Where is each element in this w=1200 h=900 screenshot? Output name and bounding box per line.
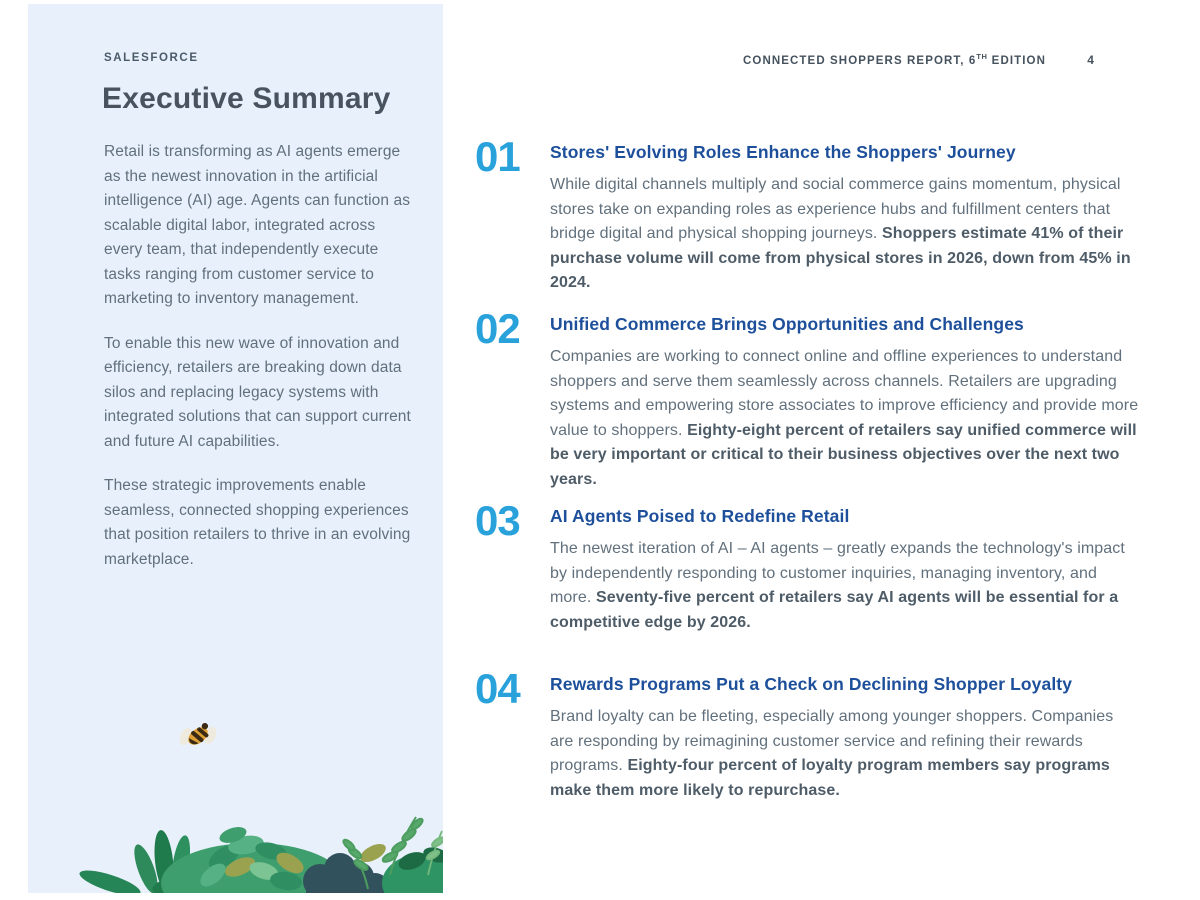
section-body-highlight: Eighty-eight percent of retailers say unified commerce will be very important or critical to their business objectives over the next two years.: [550, 421, 1137, 488]
section-number: 02: [475, 305, 520, 352]
section-content: [550, 672, 1140, 803]
section-number: 03: [475, 497, 520, 544]
section-title: Stores' Evolving Roles Enhance the Shoppers' Journey: [550, 142, 1016, 162]
section-title: Unified Commerce Brings Opportunities and Challenges: [550, 314, 1024, 334]
section-body-text: The newest iteration of AI – AI agents – greatly expands the technology's impact by independently responding to customer inquiries, managing inventory, and more.: [550, 540, 1125, 606]
summary-copy: [104, 140, 416, 592]
report-name: CONNECTED SHOPPERS REPORT, 6: [743, 54, 977, 67]
section-body-highlight: Seventy-five percent of retailers say AI agents will be essential for a competitive edge by 2026.: [550, 589, 1119, 631]
summary-panel: [28, 4, 443, 893]
report-header: [743, 52, 1095, 67]
section-title: AI Agents Poised to Redefine Retail: [550, 506, 850, 526]
section-number: 01: [475, 133, 520, 180]
content-area: [443, 0, 1200, 900]
bee-icon: [176, 714, 220, 756]
plants-illustration: [28, 805, 443, 893]
summary-section-03: [475, 497, 1140, 635]
section-content: [550, 312, 1140, 492]
page-number: 4: [1087, 52, 1095, 67]
section-body-text: Companies are working to connect online and offline experiences to understand shoppers and serve them seamlessly across channels. Retailers are upgrading systems and empowering store associates to improve efficiency and provide more value to shoppers.: [550, 348, 1139, 439]
section-content: [550, 504, 1140, 635]
section-content: [550, 140, 1140, 296]
section-body-text: While digital channels multiply and social commerce gains momentum, physical stores take on expanding roles as experience hubs and fulfillment centers that bridge digital and physical shopping journeys.: [550, 176, 1121, 242]
section-number: 04: [475, 665, 520, 712]
section-body: [550, 173, 1140, 296]
section-title: Rewards Programs Put a Check on Declining Shopper Loyalty: [550, 674, 1073, 694]
section-body-highlight: Shoppers estimate 41% of their purchase volume will come from physical stores in 2026, down from 45% in 2024.: [550, 225, 1131, 291]
section-body-text: Brand loyalty can be fleeting, especially among younger shoppers. Companies are responding by reimagining customer service and refining their rewards programs.: [550, 708, 1114, 774]
summary-section-01: [475, 133, 1140, 296]
report-title: [743, 52, 1046, 67]
brand-label: SALESFORCE: [104, 52, 199, 64]
summary-paragraph: To enable this new wave of innovation and efficiency, retailers are breaking down data silos and replacing legacy systems with integrated solutions that can support current and future AI capabilities.: [104, 334, 411, 450]
section-body-highlight: Eighty-four percent of loyalty program members say programs make them more likely to repurchase.: [550, 757, 1110, 799]
summary-section-02: [475, 305, 1140, 492]
summary-paragraph: Retail is transforming as AI agents emerge as the newest innovation in the artificial intelligence (AI) age. Agents can function as scalable digital labor, integrated across every team, that independently execute tasks ranging from customer service to marketing to inventory management.: [104, 143, 411, 307]
section-body: [550, 705, 1140, 803]
page-title: Executive Summary: [102, 82, 391, 115]
edition-superscript: TH: [976, 52, 988, 61]
section-body: [550, 345, 1140, 492]
summary-section-04: [475, 665, 1140, 803]
section-body: [550, 537, 1140, 635]
edition-label: EDITION: [987, 54, 1047, 67]
summary-paragraph: These strategic improvements enable seamless, connected shopping experiences that position retailers to thrive in an evolving marketplace.: [104, 477, 411, 568]
